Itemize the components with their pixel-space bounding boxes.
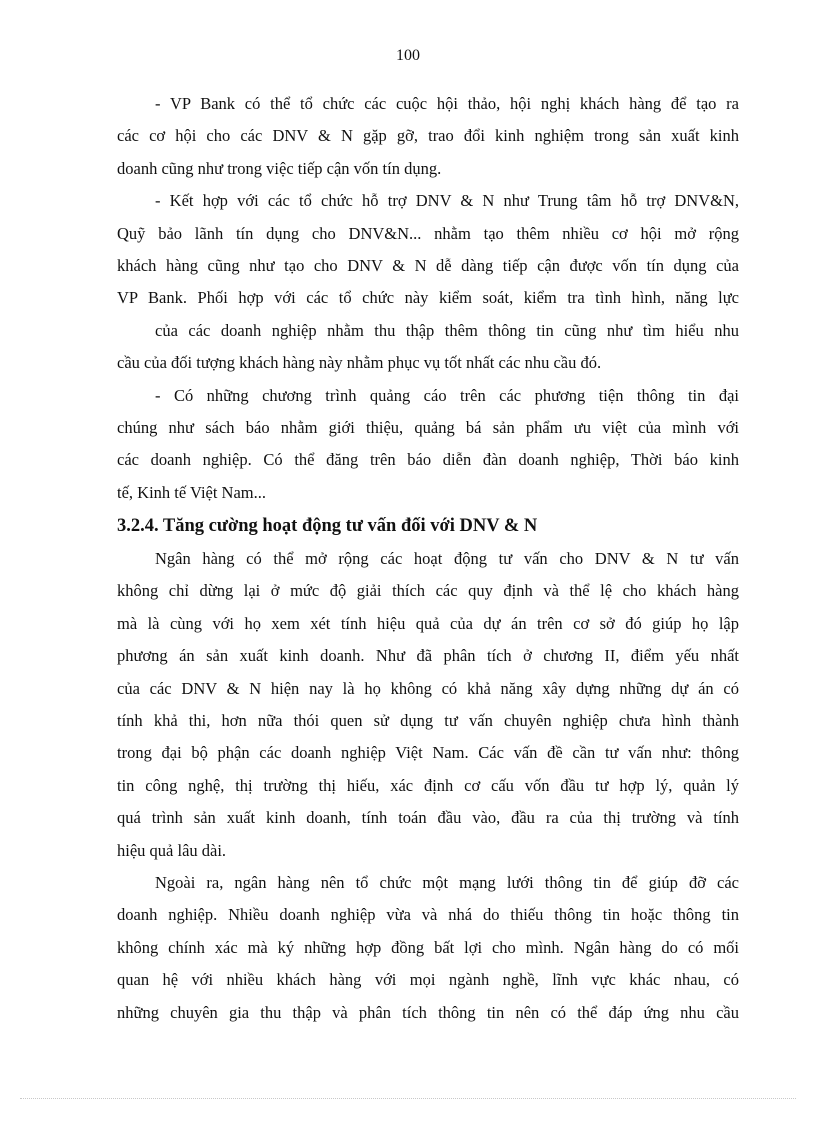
text-line: của các DNV & N hiện nay là họ không có khả năng xây dựng những dự án có — [117, 678, 739, 698]
text-line: chúng như sách báo nhằm giới thiệu, quảng bá sản phẩm ưu việt của mình với — [117, 417, 739, 437]
paragraph-cooperation — [117, 185, 739, 315]
text-line: Ngân hàng có thể mở rộng các hoạt động tư vấn cho DNV & N tư vấn — [155, 549, 739, 569]
text-line: cầu của đối tượng khách hàng này nhằm phục vụ tốt nhất các nhu cầu đó. — [117, 353, 602, 373]
text-line: tính khả thi, hơn nữa thói quen sử dụng tư vấn chuyên nghiệp chưa hình thành — [117, 711, 739, 731]
text-line: Quỹ bảo lãnh tín dụng cho DNV&N... nhằm tạo thêm nhiều cơ hội mở rộng — [117, 223, 739, 243]
page-number: 100 — [396, 47, 420, 64]
text-line: khách hàng cũng như tạo cho DNV & N dễ dàng tiếp cận được vốn tín dụng của — [117, 255, 739, 275]
text-line: VP Bank. Phối hợp với các tổ chức này kiểm soát, kiểm tra tình hình, năng lực — [117, 288, 739, 308]
text-line: phương án sản xuất kinh doanh. Như đã phân tích ở chương II, điểm yếu nhất — [117, 646, 739, 666]
text-line: tin công nghệ, thị trường thị hiếu, xác định cơ cấu vốn đầu tư hợp lý, quản lý — [117, 775, 739, 795]
text-line: - VP Bank có thể tổ chức các cuộc hội thảo, hội nghị khách hàng để tạo ra — [155, 94, 739, 113]
text-line: doanh nghiệp. Nhiều doanh nghiệp vừa và nhá do thiếu thông tin hoặc thông tin — [117, 905, 739, 925]
text-line: hiệu quả lâu dài. — [117, 840, 227, 860]
text-line: quá trình sản xuất kinh doanh, tính toán đầu vào, đầu ra của thị trường và tính — [117, 808, 739, 828]
text-line: Ngoài ra, ngân hàng nên tổ chức một mạng lưới thông tin để giúp đỡ các — [155, 872, 739, 892]
paragraph-information-network — [117, 867, 739, 1029]
text-line: mà là cùng với họ xem xét tính hiệu quả của dự án trên cơ sở đó giúp họ lập — [117, 613, 739, 633]
text-line: quan hệ với nhiều khách hàng với mọi ngành nghề, lĩnh vực khác nhau, có — [117, 970, 739, 990]
text-line: doanh cũng như trong việc tiếp cận vốn tín dụng. — [117, 158, 442, 178]
document-body — [117, 88, 739, 1029]
paragraph-consulting — [117, 543, 739, 867]
text-line: không chỉ dừng lại ở mức độ giải thích các quy định và thể lệ cho khách hàng — [117, 581, 739, 601]
text-line: những chuyên gia thu thập và phân tích thông tin nên có thể đáp ứng nhu cầu — [117, 1002, 739, 1022]
page-bottom-rule — [20, 1098, 796, 1099]
text-line: của các doanh nghiệp nhằm thu thập thêm thông tin cũng như tìm hiểu nhu — [155, 320, 739, 340]
text-line: trong đại bộ phận các doanh nghiệp Việt Nam. Các vấn đề cần tư vấn như: thông — [117, 743, 739, 763]
text-line: - Kết hợp với các tổ chức hỗ trợ DNV & N như Trung tâm hỗ trợ DNV&N, — [155, 191, 739, 211]
paragraph-information-gathering — [117, 315, 739, 380]
text-line: tế, Kinh tế Việt Nam... — [117, 482, 267, 502]
paragraph-advertising — [117, 380, 739, 510]
section-heading: 3.2.4. Tăng cường hoạt động tư vấn đối với DNV & N — [117, 516, 538, 537]
text-line: không chính xác mà ký những hợp đồng bất lợi cho mình. Ngân hàng do có mối — [117, 937, 739, 957]
text-line: các doanh nghiệp. Có thể đăng trên báo diễn đàn doanh nghiệp, Thời báo kinh — [117, 450, 739, 470]
text-line: - Có những chương trình quảng cáo trên các phương tiện thông tin đại — [155, 385, 739, 405]
text-line: các cơ hội cho các DNV & N gặp gỡ, trao đổi kinh nghiệm trong sản xuất kinh — [117, 126, 739, 146]
paragraph-seminars — [117, 88, 739, 185]
